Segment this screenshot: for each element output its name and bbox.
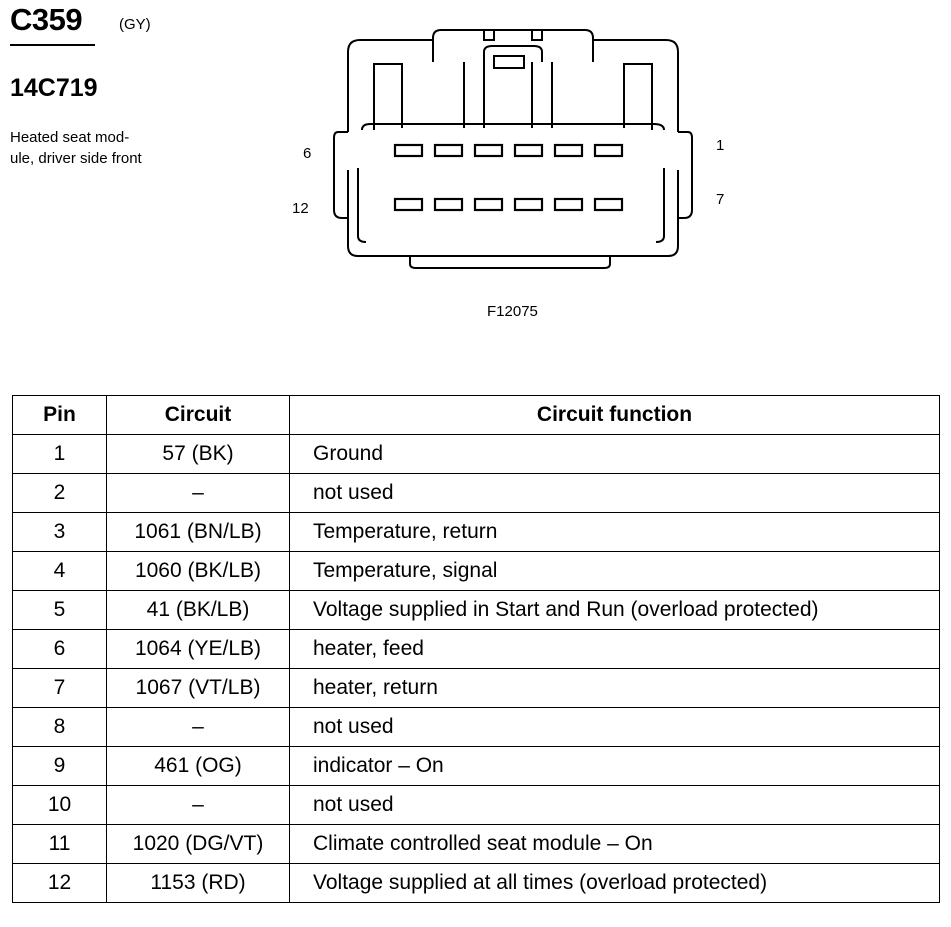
pin-cell: 12 [13,864,107,903]
pin-cell: 1 [13,435,107,474]
function-cell: not used [290,708,940,747]
pin-cell: 4 [13,552,107,591]
function-cell: not used [290,474,940,513]
circuit-cell: 1064 (YE/LB) [107,630,290,669]
table-row [13,669,940,708]
table-row [13,864,940,903]
circuit-cell: 1153 (RD) [107,864,290,903]
circuit-cell: – [107,786,290,825]
table-header-row [13,396,940,435]
circuit-cell: 1060 (BK/LB) [107,552,290,591]
pin-cell: 5 [13,591,107,630]
table-row [13,708,940,747]
table-row [13,630,940,669]
pin-label-top-right: 1 [716,137,725,154]
pin-cell: 7 [13,669,107,708]
pin-cell: 10 [13,786,107,825]
table-row [13,591,940,630]
pin-label-bottom-right: 7 [716,191,725,208]
description-line-2: ule, driver side front [10,150,142,167]
circuit-cell: – [107,474,290,513]
table-row [13,513,940,552]
pin-cell: 6 [13,630,107,669]
pin-cell: 8 [13,708,107,747]
function-cell: Ground [290,435,940,474]
circuit-cell: – [107,708,290,747]
function-cell: Temperature, signal [290,552,940,591]
function-cell: heater, return [290,669,940,708]
pin-label-top-left: 6 [303,145,312,162]
pin-cell: 3 [13,513,107,552]
table-row [13,786,940,825]
function-cell: Voltage supplied at all times (overload protected) [290,864,940,903]
connector-face-diagram [0,0,951,340]
pin-label-bottom-left: 12 [292,200,309,217]
table-row [13,552,940,591]
connector-id: C359 [10,2,83,37]
description-line-1: Heated seat mod- [10,129,130,146]
table-row [13,474,940,513]
circuit-cell: 57 (BK) [107,435,290,474]
function-cell: Temperature, return [290,513,940,552]
connector-color: (GY) [119,16,151,33]
circuit-cell: 41 (BK/LB) [107,591,290,630]
function-cell: indicator – On [290,747,940,786]
pin-cell: 2 [13,474,107,513]
table-row [13,435,940,474]
figure-id: F12075 [487,303,538,320]
circuit-cell: 1067 (VT/LB) [107,669,290,708]
circuit-cell: 1020 (DG/VT) [107,825,290,864]
header-pin: Pin [13,396,107,435]
function-cell: Voltage supplied in Start and Run (overload protected) [290,591,940,630]
pin-cell: 11 [13,825,107,864]
table-row [13,747,940,786]
part-number: 14C719 [10,74,98,102]
circuit-cell: 1061 (BN/LB) [107,513,290,552]
header-circuit-function: Circuit function [290,396,940,435]
table-row [13,825,940,864]
pinout-table [12,395,940,903]
header-circuit: Circuit [107,396,290,435]
circuit-cell: 461 (OG) [107,747,290,786]
function-cell: Climate controlled seat module – On [290,825,940,864]
function-cell: not used [290,786,940,825]
pin-cell: 9 [13,747,107,786]
function-cell: heater, feed [290,630,940,669]
